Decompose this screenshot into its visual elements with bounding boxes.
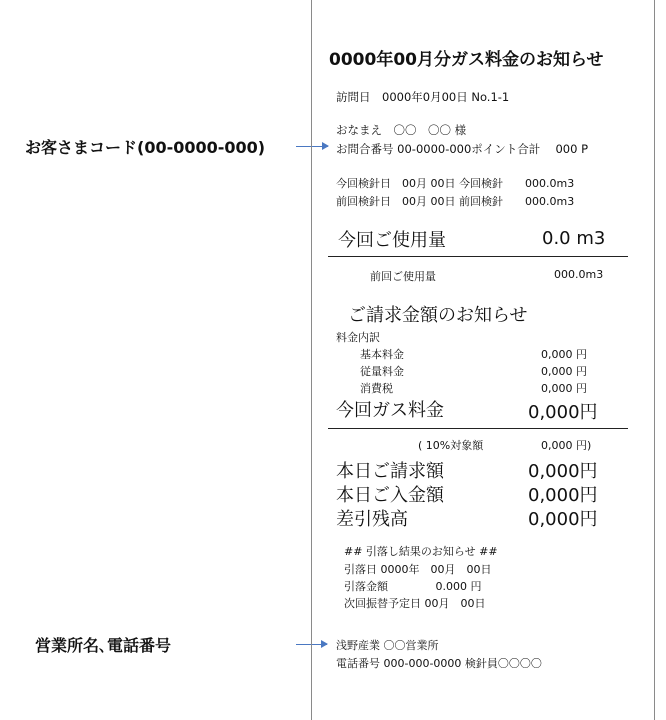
debit-heading: ## 引落し結果のお知らせ ## [344, 545, 498, 558]
visit-date: 訪問日 0000年0月00日 No.1-1 [336, 90, 510, 104]
prev-usage-label: 前回ご使用量 [370, 270, 436, 283]
divider [328, 428, 628, 429]
item-value-basic: 0,000 円 [541, 348, 587, 361]
tax-target-label: ( 10%対象額 [418, 439, 484, 452]
tax-target-value: 0,000 円) [541, 439, 592, 452]
billing-today-label: 本日ご請求額 [336, 461, 444, 482]
usage-label: 今回ご使用量 [338, 230, 446, 251]
gas-total-label: 今回ガス料金 [336, 400, 444, 421]
next-transfer-date: 次回振替予定日 00月 00日 [344, 597, 486, 610]
balance-label: 差引残高 [336, 509, 408, 530]
customer-name: おなまえ 〇〇 〇〇 様 [336, 123, 467, 137]
prev-usage-value: 000.0m3 [554, 268, 604, 281]
receipt-title: 0000年00月分ガス料金のお知らせ [329, 50, 604, 70]
payment-today-value: 0,000円 [528, 485, 598, 506]
inquiry-number: お問合番号 00-0000-000ポイント合計 000 P [336, 142, 588, 156]
office-phone-label: 営業所名､電話番号 [35, 636, 172, 655]
item-value-usage: 0,000 円 [541, 365, 587, 378]
item-label-basic: 基本料金 [360, 348, 404, 361]
billing-heading: ご請求金額のお知らせ [348, 305, 528, 326]
debit-amount: 引落金額 0.000 円 [344, 580, 482, 593]
customer-code-label: お客さまコード(00-0000-000) [25, 138, 266, 157]
office-name: 浅野産業 〇〇営業所 [336, 639, 439, 652]
item-value-tax: 0,000 円 [541, 382, 587, 395]
payment-today-label: 本日ご入金額 [336, 485, 444, 506]
debit-date: 引落日 0000年 00月 00日 [344, 563, 492, 576]
item-label-usage: 従量料金 [360, 365, 404, 378]
gas-receipt [311, 0, 655, 720]
phone-number: 電話番号 000-000-0000 検針員〇〇〇〇 [336, 657, 542, 670]
billing-today-value: 0,000円 [528, 461, 598, 482]
item-label-tax: 消費税 [360, 382, 393, 395]
current-reading: 今回検針日 00月 00日 今回検針 000.0m3 [336, 177, 575, 190]
balance-value: 0,000円 [528, 509, 598, 530]
usage-value: 0.0 m3 [542, 228, 606, 249]
breakdown-label: 料金内訳 [336, 331, 380, 344]
previous-reading: 前回検針日 00月 00日 前回検針 000.0m3 [336, 195, 575, 208]
divider [328, 256, 628, 257]
gas-total-value: 0,000円 [528, 402, 598, 423]
